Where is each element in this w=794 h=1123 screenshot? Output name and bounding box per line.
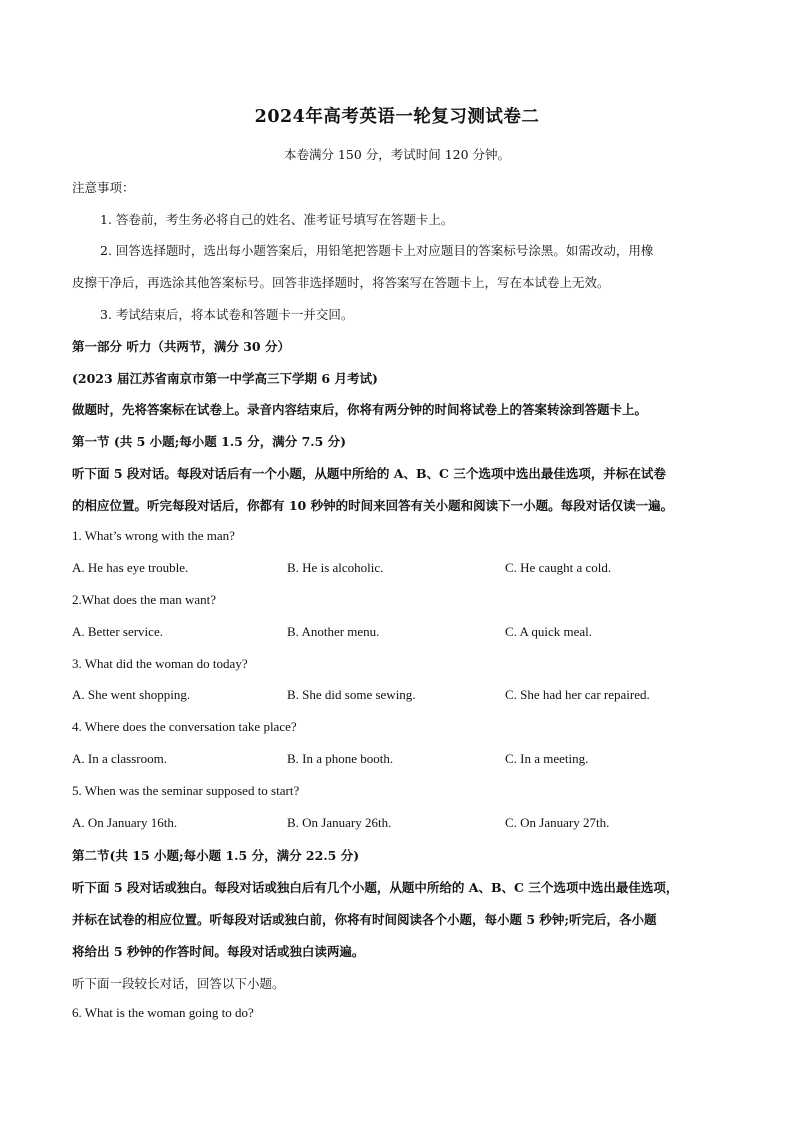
q1-option-c: C. He caught a cold. <box>505 560 612 575</box>
section2-instruction-2: 并标在试卷的相应位置。听每段对话或独白前，你将有时间阅读各个小题，每小题 5 秒钟;听完后，各小题 <box>72 912 657 927</box>
section2-instruction-3: 将给出 5 秒钟的作答时间。每段对话或独白读两遍。 <box>72 944 365 959</box>
q3-option-c: C. She had her car repaired. <box>505 687 650 702</box>
notice-item-2: 2. 回答选择题时，选出每小题答案后，用铅笔把答题卡上对应题目的答案标号涂黑。如需改动，用橡 <box>100 243 654 258</box>
exam-info: 本卷满分 150 分，考试时间 120 分钟。 <box>283 147 511 162</box>
q4-option-c: C. In a meeting. <box>505 751 589 766</box>
dialogue-prompt: 听下面一段较长对话，回答以下小题。 <box>72 976 285 991</box>
q4-option-b: B. In a phone booth. <box>287 751 394 766</box>
part1-instruction: 做题时，先将答案标在试卷上。录音内容结束后，你将有两分钟的时间将试卷上的答案转涂到答题卡上。 <box>72 402 648 417</box>
question-1: 1. What’s wrong with the man? <box>72 528 235 543</box>
section1-instruction-2: 的相应位置。听完每段对话后，你都有 10 秒钟的时间来回答有关小题和阅读下一小题。每段对话仅读一遍。 <box>72 498 674 513</box>
section2-heading: 第二节(共 15 小题;每小题 1.5 分，满分 22.5 分) <box>72 848 360 863</box>
part1-source: (2023 届江苏省南京市第一中学高三下学期 6 月考试) <box>72 371 378 386</box>
notice-item-1: 1. 答卷前，考生务必将自己的姓名、准考证号填写在答题卡上。 <box>100 212 454 227</box>
question-4: 4. Where does the conversation take place? <box>72 719 297 734</box>
q1-option-a: A. He has eye trouble. <box>72 560 189 575</box>
q5-option-c: C. On January 27th. <box>505 815 610 830</box>
question-5: 5. When was the seminar supposed to start? <box>72 783 300 798</box>
q2-option-c: C. A quick meal. <box>505 624 593 639</box>
q5-option-a: A. On January 16th. <box>72 815 178 830</box>
q5-option-b: B. On January 26th. <box>287 815 392 830</box>
q4-option-a: A. In a classroom. <box>72 751 167 766</box>
q2-option-a: A. Better service. <box>72 624 163 639</box>
question-6: 6. What is the woman going to do? <box>72 1005 254 1020</box>
q2-option-b: B. Another menu. <box>287 624 380 639</box>
notice-item-2-cont: 皮擦干净后，再选涂其他答案标号。回答非选择题时，将答案写在答题卡上，写在本试卷上无效。 <box>72 275 610 290</box>
question-2: 2.What does the man want? <box>72 592 217 607</box>
question-3: 3. What did the woman do today? <box>72 656 248 671</box>
section1-instruction-1: 听下面 5 段对话。每段对话后有一个小题，从题中所给的 A、B、C 三个选项中选出最佳选项，并标在试卷 <box>72 466 666 481</box>
q1-option-b: B. He is alcoholic. <box>287 560 384 575</box>
page-title: 2024年高考英语一轮复习测试卷二 <box>254 107 540 127</box>
q3-option-a: A. She went shopping. <box>72 687 191 702</box>
notice-heading: 注意事项： <box>72 180 135 195</box>
notice-item-3: 3. 考试结束后，将本试卷和答题卡一并交回。 <box>100 307 354 322</box>
part1-heading: 第一部分 听力（共两节，满分 30 分） <box>72 339 290 354</box>
section1-heading: 第一节 (共 5 小题;每小题 1.5 分，满分 7.5 分) <box>72 434 347 449</box>
section2-instruction-1: 听下面 5 段对话或独白。每段对话或独白后有几个小题，从题中所给的 A、B、C 三个选项中选出最佳选项， <box>72 880 679 895</box>
q3-option-b: B. She did some sewing. <box>287 687 416 702</box>
